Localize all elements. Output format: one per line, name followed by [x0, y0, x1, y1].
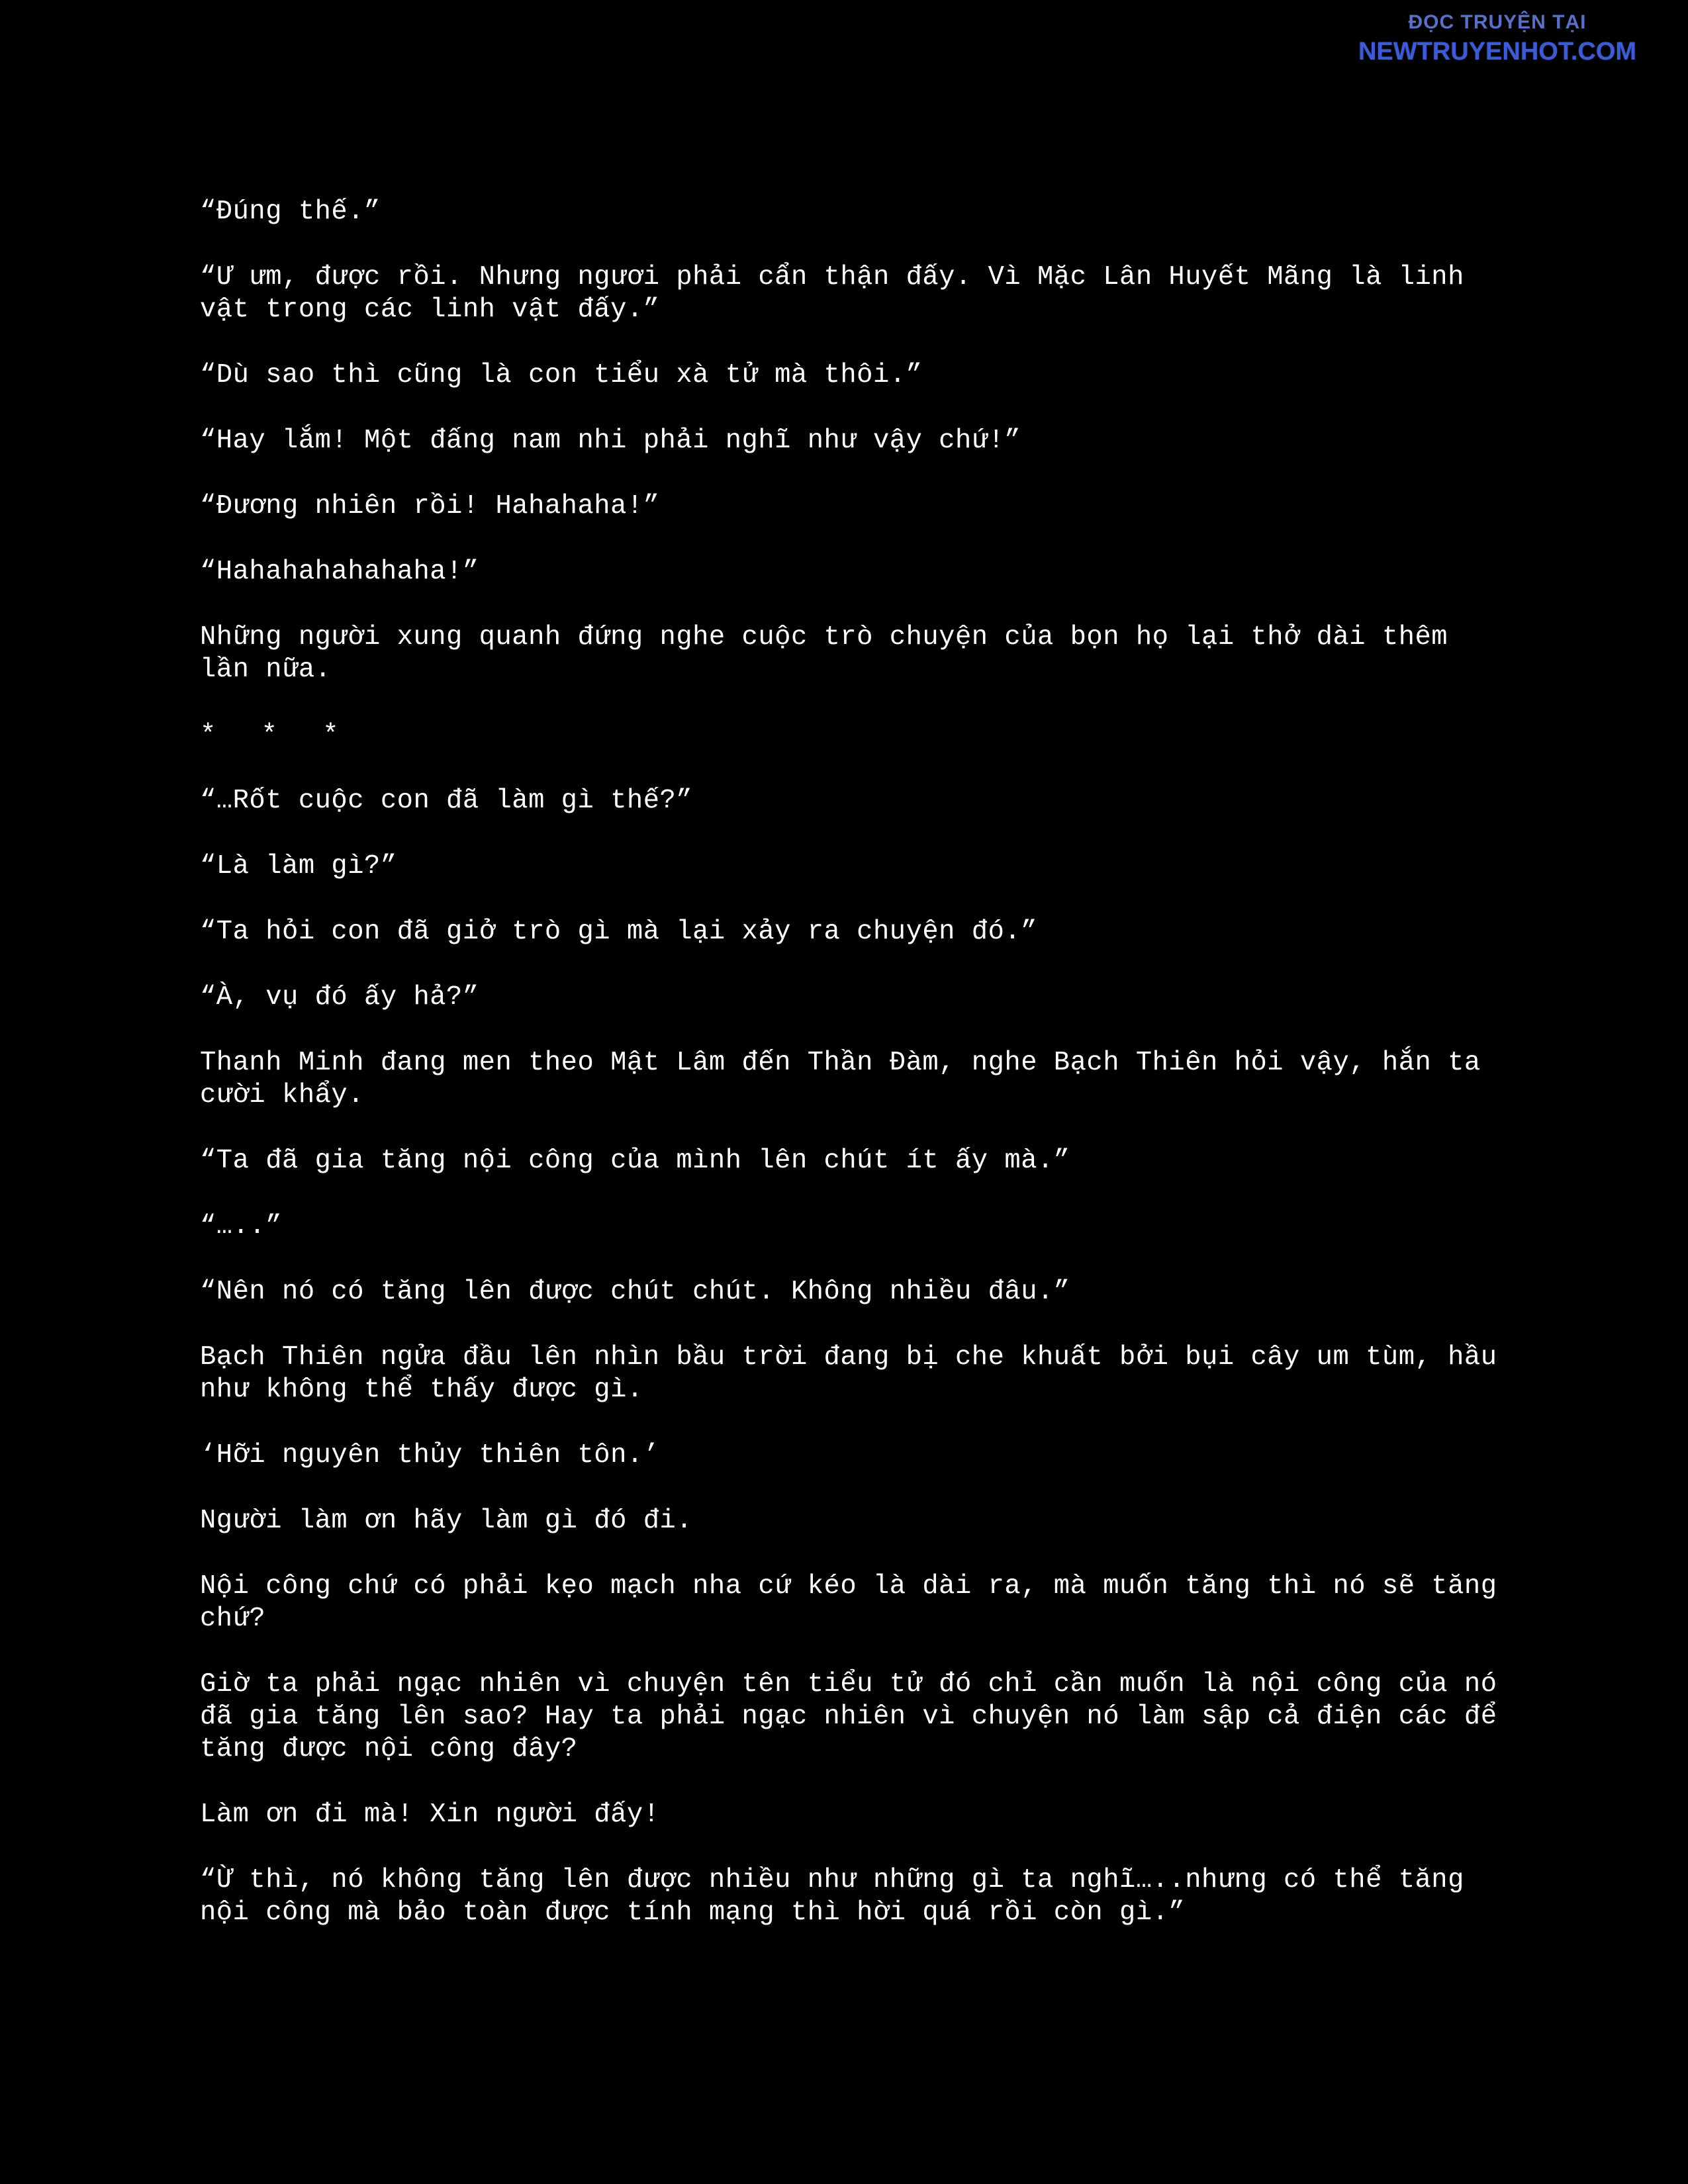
paragraph: “Hay lắm! Một đấng nam nhi phải nghĩ như vậy chứ!”: [200, 426, 1021, 456]
paragraph: “Dù sao thì cũng là con tiểu xà tử mà thôi.”: [200, 360, 923, 390]
paragraph: “Hahahahahahaha!”: [200, 557, 479, 587]
paragraph: Thanh Minh đang men theo Mật Lâm đến Thần Đàm, nghe Bạch Thiên hỏi vậy, hắn ta cười khẩy.: [200, 1048, 1497, 1111]
paragraph: “Nên nó có tăng lên được chút chút. Không nhiều đâu.”: [200, 1277, 1070, 1307]
paragraph: Làm ơn đi mà! Xin người đấy!: [200, 1799, 660, 1830]
watermark-line-1: ĐỌC TRUYỆN TẠI: [1408, 11, 1587, 33]
scene-break: * * *: [200, 720, 353, 751]
story-text: [200, 196, 1514, 1962]
paragraph: “Đúng thế.”: [200, 197, 381, 227]
paragraph: ‘Hỡi nguyên thủy thiên tôn.’: [200, 1440, 660, 1471]
paragraph: “Ừ thì, nó không tăng lên được nhiều như những gì ta nghĩ…..nhưng có thể tăng nội công mà bảo toàn được tính mạng thì hời quá rồi còn gì.”: [200, 1865, 1481, 1928]
paragraph: “Ư ưm, được rồi. Nhưng ngươi phải cẩn thận đấy. Vì Mặc Lân Huyết Mãng là linh vật trong các linh vật đấy.”: [200, 262, 1481, 325]
paragraph: Những người xung quanh đứng nghe cuộc trò chuyện của bọn họ lại thở dài thêm lần nữa.: [200, 622, 1464, 685]
paragraph: “Là làm gì?”: [200, 851, 397, 882]
site-watermark: [1325, 9, 1669, 68]
watermark-line-2: NEWTRUYENHOT.COM: [1358, 38, 1637, 66]
paragraph: “Đương nhiên rồi! Hahahaha!”: [200, 491, 660, 522]
paragraph: “…..”: [200, 1211, 283, 1242]
paragraph: “À, vụ đó ấy hả?”: [200, 982, 479, 1013]
paragraph: Giờ ta phải ngạc nhiên vì chuyện tên tiểu tử đó chỉ cần muốn là nội công của nó đã gia tăng lên sao? Hay ta phải ngạc nhiên vì chuyện nó làm sập cả điện các để tăng được nội công đây?: [200, 1669, 1514, 1764]
paragraph: “…Rốt cuộc con đã làm gì thế?”: [200, 786, 693, 816]
paragraph: Bạch Thiên ngửa đầu lên nhìn bầu trời đang bị che khuất bởi bụi cây um tùm, hầu như không thể thấy được gì.: [200, 1342, 1514, 1405]
paragraph: “Ta hỏi con đã giở trò gì mà lại xảy ra chuyện đó.”: [200, 917, 1038, 947]
paragraph: Nội công chứ có phải kẹo mạch nha cứ kéo là dài ra, mà muốn tăng thì nó sẽ tăng chứ?: [200, 1571, 1514, 1634]
paragraph: Người làm ơn hãy làm gì đó đi.: [200, 1506, 693, 1536]
paragraph: “Ta đã gia tăng nội công của mình lên chút ít ấy mà.”: [200, 1146, 1070, 1176]
